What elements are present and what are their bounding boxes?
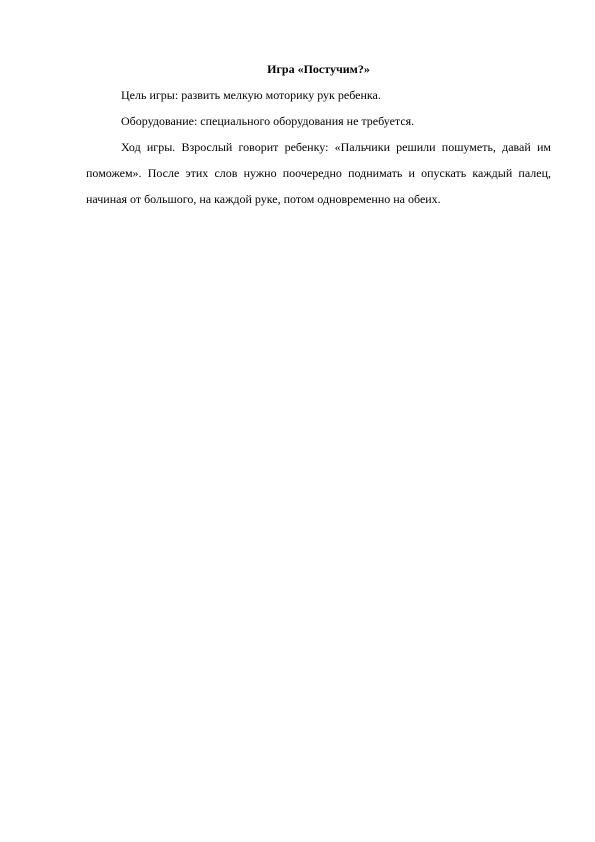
goal-label: Цель игры — [121, 88, 175, 102]
procedure-label: Ход игры — [121, 140, 173, 154]
document-body — [86, 56, 551, 212]
equipment-label: Оборудование — [121, 114, 194, 128]
equipment-paragraph — [86, 108, 551, 134]
goal-paragraph — [86, 82, 551, 108]
goal-text: : развить мелкую моторику рук ребенка. — [174, 88, 381, 102]
procedure-paragraph — [86, 134, 551, 212]
procedure-text: . Взрослый говорит ребенку: «Пальчики решили пошуметь, давай им поможем». После этих слов нужно поочередно поднимать и опускать каждый палец, начиная от большого, на каждой руке, потом одновременно на обеих. — [86, 140, 552, 206]
document-title: Игра «Постучим?» — [267, 62, 370, 76]
equipment-text: : специального оборудования не требуется. — [193, 114, 415, 128]
